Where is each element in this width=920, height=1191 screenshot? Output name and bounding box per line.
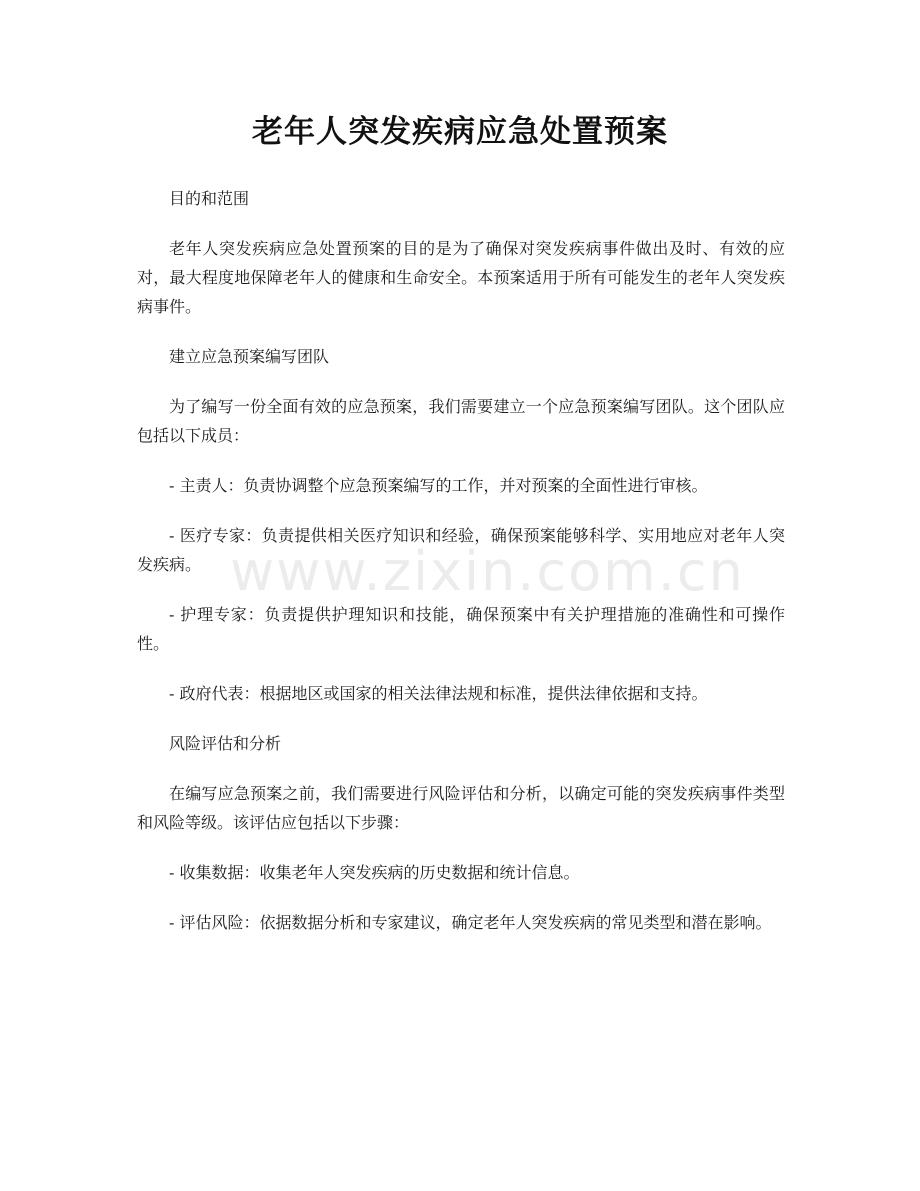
- list-item-medical: - 医疗专家：负责提供相关医疗知识和经验，确保预案能够科学、实用地应对老年人突发疾病。: [137, 526, 785, 574]
- section-heading-risk: 风险评估和分析: [169, 734, 282, 753]
- list-item-government: - 政府代表：根据地区或国家的相关法律法规和标准，提供法律依据和支持。: [169, 684, 708, 703]
- document-title: 老年人突发疾病应急处置预案: [252, 114, 668, 150]
- list-item-assess-risk: - 评估风险：依据数据分析和专家建议，确定老年人突发疾病的常见类型和潜在影响。: [169, 913, 772, 932]
- list-item-lead: - 主责人：负责协调整个应急预案编写的工作，并对预案的全面性进行审核。: [169, 476, 708, 495]
- list-item-nursing: - 护理专家：负责提供护理知识和技能，确保预案中有关护理措施的准确性和可操作性。: [137, 605, 785, 653]
- paragraph-team-intro: 为了编写一份全面有效的应急预案，我们需要建立一个应急预案编写团队。这个团队应包括以下成员：: [137, 397, 785, 445]
- watermark: www.zixin.com.cn: [230, 540, 745, 603]
- section-heading-team: 建立应急预案编写团队: [169, 347, 330, 366]
- document-body: [137, 184, 785, 958]
- paragraph-purpose: 老年人突发疾病应急处置预案的目的是为了确保对突发疾病事件做出及时、有效的应对，最大程度地保障老年人的健康和生命安全。本预案适用于所有可能发生的老年人突发疾病事件。: [137, 239, 785, 316]
- list-item-collect-data: - 收集数据：收集老年人突发疾病的历史数据和统计信息。: [169, 863, 580, 882]
- paragraph-risk-intro: 在编写应急预案之前，我们需要进行风险评估和分析，以确定可能的突发疾病事件类型和风险等级。该评估应包括以下步骤：: [137, 784, 785, 832]
- section-heading-purpose: 目的和范围: [169, 189, 250, 208]
